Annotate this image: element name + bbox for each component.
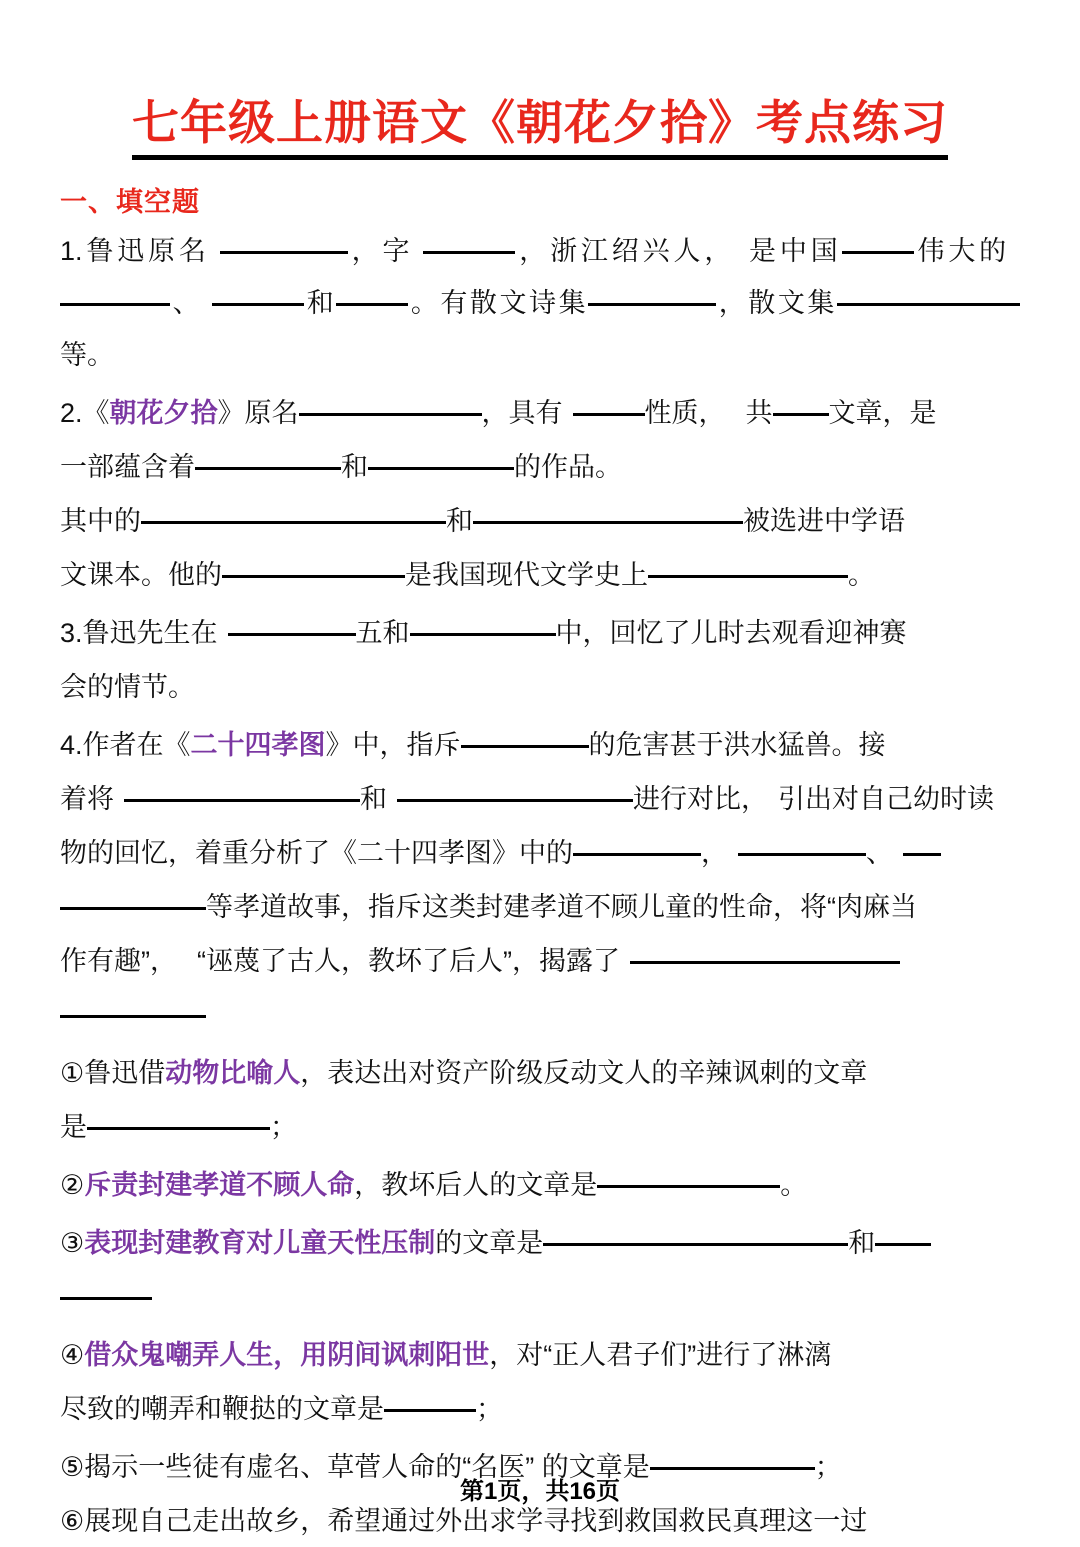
q1-text-f: 、 xyxy=(170,288,203,319)
question-2-line2 xyxy=(60,441,1020,493)
q2-text-l: 被选进中学语 xyxy=(743,506,905,537)
q4-text-c: 的危害甚于洪水猛兽。接 xyxy=(588,730,886,761)
blank-line[interactable] xyxy=(588,289,716,306)
q4-text-d: 着将 xyxy=(60,784,114,815)
blank-line[interactable] xyxy=(573,399,645,416)
sub-item-4 xyxy=(60,1329,1020,1381)
blank-line[interactable] xyxy=(650,1453,815,1470)
question-2-line4 xyxy=(60,549,1020,601)
blank-line[interactable] xyxy=(461,731,589,748)
q3-text-d: 会的情节。 xyxy=(60,672,195,703)
q4-text-f: 进行对比， xyxy=(633,784,768,815)
sub-item-tail-b: 和 xyxy=(848,1228,876,1259)
blank-line[interactable] xyxy=(597,1171,780,1188)
sub-item-1 xyxy=(60,1047,1020,1099)
sub-item-3-line2 xyxy=(60,1271,1020,1323)
q1-text-e: 伟大的 xyxy=(913,236,1011,267)
q2-text-d: 性质， xyxy=(644,398,726,429)
blank-line[interactable] xyxy=(228,619,356,636)
sub-item-marker: ⑥ xyxy=(60,1506,85,1537)
blank-line[interactable] xyxy=(410,619,556,636)
q2-text-f: 文章，是 xyxy=(828,398,937,429)
sub-item-tail-a: 的文章是 xyxy=(435,1228,544,1259)
blank-line[interactable] xyxy=(648,561,848,578)
q2-text-m: 文课本。他的 xyxy=(60,560,222,591)
q2-text-j: 其中的 xyxy=(60,506,141,537)
q1-text-b: ，字 xyxy=(347,236,414,267)
blank-line[interactable] xyxy=(738,839,866,856)
blank-line[interactable] xyxy=(299,399,482,416)
question-3 xyxy=(60,607,1020,659)
q4-text-j: 、 xyxy=(866,838,893,869)
question-3-line2 xyxy=(60,661,1020,713)
q3-text-a: 3.鲁迅先生在 xyxy=(60,618,218,649)
q1-text-c: ，浙江绍兴人， xyxy=(515,236,736,267)
sub-item-tail-c: ； xyxy=(270,1112,297,1143)
question-4-line4 xyxy=(60,881,1020,933)
q2-text-a: 2.《 xyxy=(60,398,110,429)
question-4-line6 xyxy=(60,989,1020,1041)
sub-item-tail-a: ，教坏后人的文章是 xyxy=(354,1170,598,1201)
page-title: 七年级上册语文《朝花夕拾》考点练习 xyxy=(132,96,948,160)
q2-text-i: 的作品。 xyxy=(514,452,622,483)
sub-item-highlight: 斥责封建孝道不顾人命 xyxy=(84,1170,355,1201)
blank-line[interactable] xyxy=(60,1001,206,1018)
question-4 xyxy=(60,719,1020,771)
q4-text-a: 4.作者在《 xyxy=(60,730,191,761)
blank-line[interactable] xyxy=(842,237,914,254)
sub-item-tail-c: ； xyxy=(476,1394,503,1425)
sub-item-highlight: 表现封建教育对儿童天性压制 xyxy=(84,1228,436,1259)
blank-line[interactable] xyxy=(543,1229,848,1246)
blank-line[interactable] xyxy=(875,1229,931,1246)
sub-item-marker: ③ xyxy=(60,1228,85,1259)
sub-item-marker: ⑤ xyxy=(60,1452,85,1483)
q4-text-e: 和 xyxy=(360,784,387,815)
question-2 xyxy=(60,387,1020,439)
blank-line[interactable] xyxy=(630,947,900,964)
sub-item-tail-b: 尽致的嘲弄和鞭挞的文章是 xyxy=(60,1394,384,1425)
q2-text-g: 一部蕴含着 xyxy=(60,452,195,483)
q2-text-b: 》原名 xyxy=(217,398,299,429)
blank-line[interactable] xyxy=(473,507,743,524)
sub-item-3 xyxy=(60,1217,1020,1269)
section-heading-fill-in-blanks: 一、填空题 xyxy=(60,187,200,218)
q4-text-g: 引出对自己幼时读 xyxy=(778,784,994,815)
sub-item-2 xyxy=(60,1159,1020,1211)
book-title-ershisixiaotu: 二十四孝图 xyxy=(190,730,326,761)
blank-line[interactable] xyxy=(60,1283,152,1300)
q3-text-b: 五和 xyxy=(355,618,410,649)
blank-line[interactable] xyxy=(212,289,304,306)
blank-line[interactable] xyxy=(773,399,829,416)
sub-item-tail-a: ，表达出对资产阶级反动文人的辛辣讽刺的文章 xyxy=(300,1058,868,1089)
sub-item-lead: 展现自己走出故乡，希望通过外出求学寻找到救国救民真理这一过 xyxy=(84,1506,868,1537)
sub-item-1-line2 xyxy=(60,1101,1020,1153)
q2-text-h: 和 xyxy=(341,452,368,483)
blank-line[interactable] xyxy=(837,289,1020,306)
sub-item-highlight: 借众鬼嘲弄人生，用阴间讽刺阳世 xyxy=(84,1340,490,1371)
sub-item-marker: ① xyxy=(60,1058,85,1089)
sub-item-tail-c: ； xyxy=(814,1452,842,1483)
q4-text-h: 物的回忆，着重分析了《二十四孝图》中的 xyxy=(60,838,573,869)
q1-text-j: 等。 xyxy=(60,340,114,371)
book-title-zhaohuaxishi: 朝花夕拾 xyxy=(109,398,218,429)
blank-line[interactable] xyxy=(195,453,341,470)
q2-text-c: ，具有 xyxy=(481,398,563,429)
blank-line[interactable] xyxy=(573,839,701,856)
question-4-line5 xyxy=(60,935,1020,987)
question-4-line2 xyxy=(60,773,1020,825)
q3-text-c: 中，回忆了儿时去观看迎神赛 xyxy=(555,618,907,649)
sub-item-tail-a: ，对“正人君子们”进行了淋漓 xyxy=(489,1340,832,1371)
blank-line[interactable] xyxy=(397,785,633,802)
blank-line[interactable] xyxy=(336,289,408,306)
page-title-container xyxy=(60,0,1020,160)
q1-text-d: 是中国 xyxy=(745,236,842,267)
q4-text-i: ， xyxy=(701,838,728,869)
blank-line[interactable] xyxy=(368,453,514,470)
blank-line[interactable] xyxy=(903,839,941,856)
q1-text-h: 。有散文诗集 xyxy=(408,288,589,319)
blank-line[interactable] xyxy=(141,507,446,524)
sub-item-lead: 揭示一些徒有虚名、草菅人命的“名医” 的文章是 xyxy=(84,1452,650,1483)
sub-item-tail-b: 是 xyxy=(60,1112,87,1143)
q1-text-a: 1.鲁迅原名 xyxy=(60,236,210,267)
sub-item-lead: 鲁迅借 xyxy=(84,1058,166,1089)
q1-text-i: ，散文集 xyxy=(716,288,837,319)
question-1 xyxy=(60,225,1020,381)
blank-line[interactable] xyxy=(87,1113,270,1130)
sub-item-4-line2 xyxy=(60,1383,1020,1435)
question-4-line3 xyxy=(60,827,1020,879)
blank-line[interactable] xyxy=(60,289,170,306)
q4-text-k: 等孝道故事，指斥这类封建孝道不顾儿童的性命，将“肉麻当 xyxy=(206,892,917,923)
sub-item-marker: ② xyxy=(60,1170,85,1201)
q2-text-k: 和 xyxy=(446,506,473,537)
sub-item-highlight: 动物比喻人 xyxy=(165,1058,301,1089)
q2-text-o: 。 xyxy=(848,560,875,591)
blank-line[interactable] xyxy=(220,237,348,254)
blank-line[interactable] xyxy=(423,237,515,254)
blank-line[interactable] xyxy=(124,785,360,802)
question-2-line3 xyxy=(60,495,1020,547)
q1-text-g: 和 xyxy=(304,288,337,319)
q2-text-n: 是我国现代文学史上 xyxy=(405,560,648,591)
blank-line[interactable] xyxy=(222,561,405,578)
q4-text-m: “诬蔑了古人，教坏了后人”，揭露了 xyxy=(197,946,620,977)
q4-text-b: 》中，指斥 xyxy=(325,730,461,761)
blank-line[interactable] xyxy=(60,893,206,910)
sub-item-tail-c: 。 xyxy=(780,1170,808,1201)
sub-item-marker: ④ xyxy=(60,1340,85,1371)
q4-text-l: 作有趣”， xyxy=(60,946,177,977)
page-footer: 第1页，共16页 xyxy=(459,1478,621,1505)
q2-text-e: 共 xyxy=(745,398,773,429)
blank-line[interactable] xyxy=(384,1395,476,1412)
